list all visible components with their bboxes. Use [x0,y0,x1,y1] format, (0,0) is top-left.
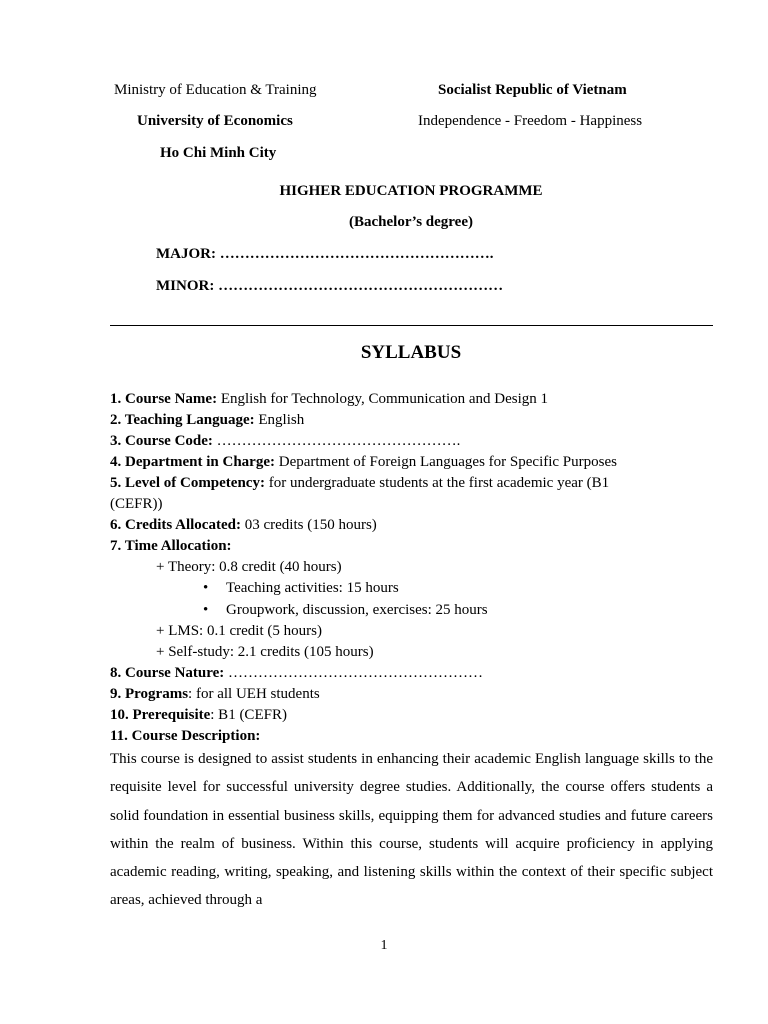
item-value: Department of Foreign Languages for Specific Purposes [274,454,617,470]
competency-item [110,473,713,494]
item-value: for undergraduate students at the first academic year (B1 [264,475,610,491]
course-code-item [110,431,713,452]
degree-subtitle: (Bachelor’s degree) [349,214,473,230]
programme-title: HIGHER EDUCATION PROGRAMME [279,183,543,199]
republic-name: Socialist Republic of Vietnam [438,82,627,98]
item-value: 03 credits (150 hours) [240,517,377,533]
item-label: 4. Department in Charge: [110,454,275,470]
course-nature-item [110,663,713,684]
bullet-icon: • [203,602,209,618]
teaching-language-item [110,410,713,431]
bullet-text: Groupwork, discussion, exercises: 25 hours [226,602,488,618]
lms-line: + LMS: 0.1 credit (5 hours) [156,623,322,639]
bullet-item [203,578,399,599]
time-allocation-item [110,536,713,557]
major-line [156,244,494,264]
course-description-item [110,726,713,747]
university-name: University of Economics [137,113,293,129]
item-label: 9. Programs [110,686,189,702]
course-description-paragraph: This course is designed to assist students in enhancing their academic English language skills to the requisite level for successful university degree studies. Additionally, the course offers students a solid foundation in essential business skills, equipping them for advanced studies and future careers within the realm of business. Within this course, students will acquire proficiency in applying academic reading, writing, speaking, and listening skills within the context of their specific subject areas, achieved through a [110,751,713,909]
item-label: 3. Course Code: [110,433,213,449]
item-value: English [254,412,305,428]
prerequisite-item [110,705,713,726]
item-value: English for Technology, Communication and Design 1 [217,391,549,407]
course-name-item [110,389,713,410]
item-label: 2. Teaching Language: [110,412,255,428]
item-label: 7. Time Allocation: [110,538,232,554]
syllabus-title: SYLLABUS [360,342,462,363]
major-label: MAJOR: [156,246,216,262]
divider-line [110,325,713,326]
self-study-line: + Self-study: 2.1 credits (105 hours) [156,644,374,660]
department-item [110,452,713,473]
item-value: …………………………………………. [212,433,461,449]
item-label: 10. Prerequisite [110,707,211,723]
programs-item [110,684,713,705]
minor-value: ………………………………………………… [218,278,504,294]
item-value-continued: (CEFR)) [110,496,163,512]
item-label: 11. Course Description: [110,728,261,744]
bullet-icon: • [203,580,209,596]
competency-item-continued [110,494,713,515]
item-value: : for all UEH students [188,686,320,702]
page-number: 1 [380,938,388,953]
item-label: 1. Course Name: [110,391,218,407]
item-label: 5. Level of Competency: [110,475,265,491]
theory-line: + Theory: 0.8 credit (40 hours) [156,559,342,575]
city-name: Ho Chi Minh City [160,145,277,161]
credits-item [110,515,713,536]
bullet-text: Teaching activities: 15 hours [226,580,399,596]
item-value: : B1 (CEFR) [210,707,287,723]
bullet-item [203,600,488,621]
minor-line [156,276,503,296]
ministry-name: Ministry of Education & Training [114,82,317,98]
item-label: 6. Credits Allocated: [110,517,241,533]
national-motto: Independence - Freedom - Happiness [418,113,643,129]
minor-label: MINOR: [156,278,215,294]
major-value: ………………………………………………. [219,246,494,262]
item-value: …………………………………………… [224,665,484,681]
item-label: 8. Course Nature: [110,665,225,681]
